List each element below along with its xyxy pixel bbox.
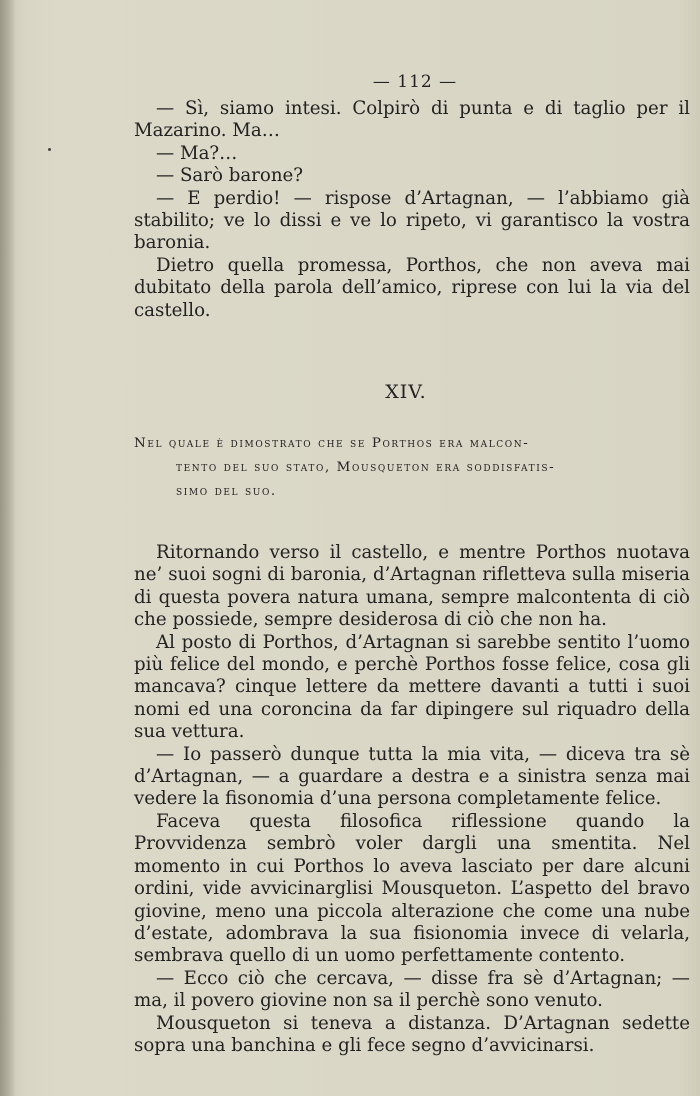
paragraph: Al posto di Porthos, d’Artagnan si sarebbe sentito l’uomo più felice del mondo, e perchè Porthos fosse felice, cosa gli mancava? cinque lettere da mettere davanti a tutti i suoi nomi ed una coroncina da far dipingere sul riquadro della sua vettura. [134, 631, 690, 743]
page-number: — 112 — [372, 72, 458, 92]
chapter-title-line: Nel quale è dimostrato che se Porthos era malcon- [134, 436, 530, 451]
paragraph: Dietro quella promessa, Porthos, che non aveva mai dubitato della parola dell’amico, riprese con lui la via del castello. [134, 254, 690, 321]
paragraph: — Ma?… [156, 142, 238, 164]
book-gutter-shadow [0, 0, 16, 1096]
paragraph: — Ecco ciò che cercava, — disse fra sè d’Artagnan; — ma, il povero giovine non sa il perchè sono venuto. [134, 967, 690, 1012]
chapter-number: XIV. [385, 381, 427, 403]
text-section-1 [134, 98, 690, 322]
chapter-title [134, 432, 690, 504]
paragraph: — E perdio! — rispose d’Artagnan, — l’abbiamo già stabilito; ve lo dissi e ve lo ripeto, vi garantisco la vostra baronia. [134, 187, 690, 254]
paragraph: Mousqueton si teneva a distanza. D’Artagnan sedette sopra una banchina e gli fece segno d’avvicinarsi. [134, 1012, 690, 1056]
paragraph: — Sì, siamo intesi. Colpirò di punta e di taglio per il Mazarino. Ma… [134, 98, 690, 142]
paragraph: — Io passerò dunque tutta la mia vita, — diceva tra sè d’Artagnan, — a guardare a destra e a sinistra senza mai vedere la fisonomia d’una persona completamente felice. [134, 743, 690, 810]
text-section-2 [134, 542, 690, 1057]
paragraph: Faceva questa filosofica riflessione quando la Provvidenza sembrò voler dargli una smentita. Nel momento in cui Porthos lo aveva lasciato per dare alcuni ordini, vide avvicinarglisi Mousqueton. L’aspetto del bravo giovine, meno una piccola alterazione che come una nube d’estate, adombrava la sua fisionomia invece di velarla, sembrava quello di un uomo perfettamente contento. [134, 810, 690, 967]
chapter-title-line: simo del suo. [176, 484, 277, 499]
chapter-title-line: tento del suo stato, Mousqueton era soddisfatis- [176, 460, 556, 475]
paper-speck [48, 148, 51, 151]
paragraph: — Sarò barone? [156, 165, 304, 187]
paragraph: Ritornando verso il castello, e mentre Porthos nuotava ne’ suoi sogni di baronia, d’Artagnan rifletteva sulla miseria di questa povera natura umana, sempre malcontenta di ciò che possiede, sempre desiderosa di ciò che non ha. [134, 542, 690, 631]
